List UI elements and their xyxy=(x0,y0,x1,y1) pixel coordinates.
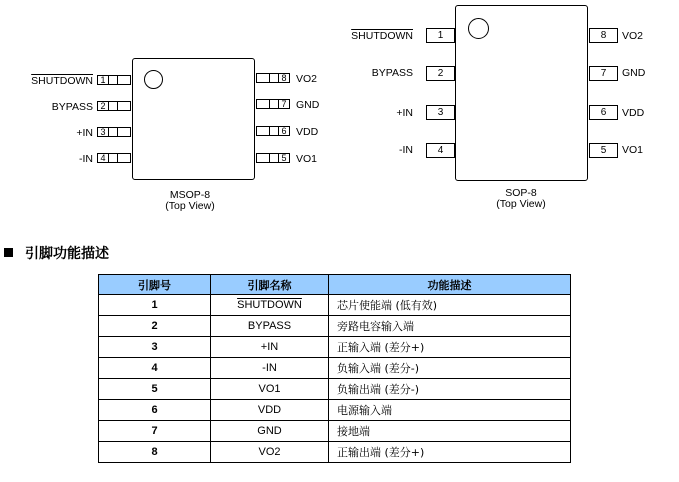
pin-function-table xyxy=(98,274,571,463)
sop8-pin: 6 xyxy=(589,105,618,120)
pin-number-cell: 4 xyxy=(99,358,211,379)
msop8-pin: 1 xyxy=(97,75,131,85)
sop8-caption-name: SOP-8 xyxy=(505,187,537,199)
pin-name: SHUTDOWN xyxy=(237,299,302,311)
pin-name-cell xyxy=(211,295,329,316)
pin-number-cell: 2 xyxy=(99,316,211,337)
pin-number-cell: 8 xyxy=(99,442,211,463)
msop8-pin: 7 xyxy=(256,99,290,109)
pin-description-cell: 旁路电容输入端 xyxy=(329,316,571,337)
sop8-pin-label: +IN xyxy=(396,107,413,119)
sop8-caption-view: (Top View) xyxy=(496,198,546,210)
pin-name-cell: VO2 xyxy=(211,442,329,463)
msop8-pin-label: BYPASS xyxy=(51,101,93,113)
msop8-pin: 3 xyxy=(97,127,131,137)
msop8-pin-label: SHUTDOWN xyxy=(31,75,93,87)
msop8-pin-label: VDD xyxy=(296,126,319,138)
table-row xyxy=(99,442,571,463)
sop8-pin: 7 xyxy=(589,66,618,81)
msop8-pin-label: -IN xyxy=(79,153,93,165)
pin-number-cell: 1 xyxy=(99,295,211,316)
sop8-pin-label: -IN xyxy=(399,144,413,156)
pin-description-cell: 电源输入端 xyxy=(329,400,571,421)
sop8-pin: 4 xyxy=(426,143,455,158)
table-row xyxy=(99,316,571,337)
sop8-pin: 5 xyxy=(589,143,618,158)
sop8-pin-label: VO1 xyxy=(622,144,644,156)
pin-description-cell: 正输出端 (差分+) xyxy=(329,442,571,463)
pin-name-cell: +IN xyxy=(211,337,329,358)
pin-description-cell: 正输入端 (差分+) xyxy=(329,337,571,358)
msop8-pin: 8 xyxy=(256,73,290,83)
pin-description-cell: 负输出端 (差分-) xyxy=(329,379,571,400)
sop8-pin: 2 xyxy=(426,66,455,81)
msop8-pin: 6 xyxy=(256,126,290,136)
msop8-pin1-dot xyxy=(144,70,163,89)
pin-name-cell: -IN xyxy=(211,358,329,379)
table-row xyxy=(99,358,571,379)
pin-number-cell: 6 xyxy=(99,400,211,421)
pin-description-cell: 负输入端 (差分-) xyxy=(329,358,571,379)
pin-name-cell: VDD xyxy=(211,400,329,421)
msop8-pin: 2 xyxy=(97,101,131,111)
column-header: 引脚号 xyxy=(99,275,211,295)
section-heading xyxy=(4,243,109,263)
sop8-pin-label: VO2 xyxy=(622,30,644,42)
msop8-pin-label: +IN xyxy=(76,127,93,139)
column-header: 功能描述 xyxy=(329,275,571,295)
sop8-pin-label: SHUTDOWN xyxy=(351,30,413,42)
sop8-pin: 8 xyxy=(589,28,618,43)
pin-description-cell: 芯片使能端 (低有效) xyxy=(329,295,571,316)
pin-name-cell: VO1 xyxy=(211,379,329,400)
pin-name-cell: GND xyxy=(211,421,329,442)
sop8-pin: 3 xyxy=(426,105,455,120)
pin-name-cell: BYPASS xyxy=(211,316,329,337)
pin-number-cell: 7 xyxy=(99,421,211,442)
pin-number-cell: 3 xyxy=(99,337,211,358)
sop8-pin: 1 xyxy=(426,28,455,43)
square-bullet-icon xyxy=(4,248,13,257)
msop8-pin-label: VO2 xyxy=(296,73,318,85)
msop8-caption-view: (Top View) xyxy=(165,200,215,212)
msop8-pin-label: VO1 xyxy=(296,153,318,165)
table-row xyxy=(99,337,571,358)
table-row xyxy=(99,379,571,400)
sop8-pin-label: GND xyxy=(622,67,646,79)
section-title: 引脚功能描述 xyxy=(25,246,109,262)
msop8-caption-name: MSOP-8 xyxy=(169,189,211,201)
sop8-pin-label: VDD xyxy=(622,107,645,119)
table-row xyxy=(99,421,571,442)
sop8-pin1-dot xyxy=(468,18,489,39)
pin-number-cell: 5 xyxy=(99,379,211,400)
table-row xyxy=(99,295,571,316)
table-header-row xyxy=(99,275,571,295)
msop8-pin: 5 xyxy=(256,153,290,163)
msop8-pin: 4 xyxy=(97,153,131,163)
pin-description-cell: 接地端 xyxy=(329,421,571,442)
sop8-pin-label: BYPASS xyxy=(371,67,413,79)
msop8-pin-label: GND xyxy=(296,99,320,111)
column-header: 引脚名称 xyxy=(211,275,329,295)
table-row xyxy=(99,400,571,421)
